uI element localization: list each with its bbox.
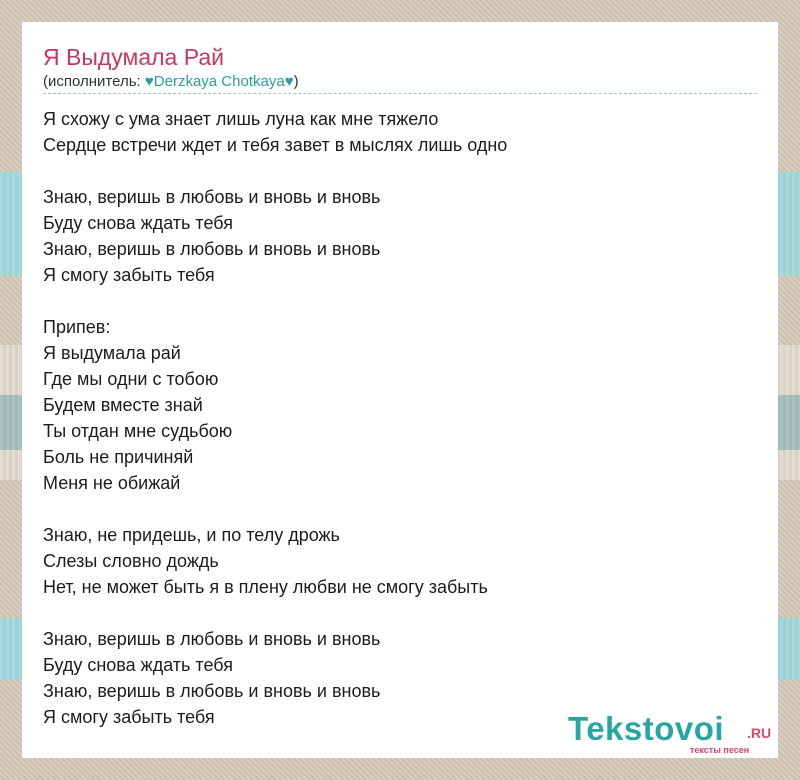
lyrics-line: Меня не обижай bbox=[43, 473, 181, 493]
lyrics-line: Слезы словно дождь bbox=[43, 551, 219, 571]
lyrics-line: Знаю, веришь в любовь и вновь и вновь bbox=[43, 681, 381, 701]
lyrics-line: Боль не причиняй bbox=[43, 447, 194, 467]
lyrics-stanza bbox=[43, 184, 763, 288]
logo-tagline: тексты песен bbox=[690, 745, 750, 755]
lyrics-stanza bbox=[43, 522, 763, 600]
lyrics-line: Припев: bbox=[43, 317, 111, 337]
lyrics-line: Будем вместе знай bbox=[43, 395, 203, 415]
title-divider bbox=[43, 93, 757, 94]
lyrics-line: Знаю, веришь в любовь и вновь и вновь bbox=[43, 187, 381, 207]
song-title: Я Выдумала Рай bbox=[43, 44, 224, 70]
artist-name: Derzkaya Chotkaya bbox=[153, 73, 285, 90]
lyrics-text bbox=[43, 106, 763, 756]
artist-prefix: (исполнитель: bbox=[43, 73, 145, 90]
lyrics-line: Где мы одни с тобою bbox=[43, 369, 219, 389]
lyrics-stanza bbox=[43, 314, 763, 496]
heart-icon: ♥ bbox=[284, 73, 294, 90]
logo-name: Tekstovoi bbox=[568, 710, 725, 747]
site-logo[interactable] bbox=[568, 712, 774, 756]
lyrics-line: Я смогу забыть тебя bbox=[43, 707, 215, 727]
lyrics-line: Знаю, веришь в любовь и вновь и вновь bbox=[43, 629, 381, 649]
lyrics-line: Я смогу забыть тебя bbox=[43, 265, 215, 285]
lyrics-line: Я схожу с ума знает лишь луна как мне тяжело bbox=[43, 109, 439, 129]
heart-icon: ♥ bbox=[144, 73, 154, 90]
artist-suffix: ) bbox=[293, 73, 299, 90]
lyrics-line: Нет, не может быть я в плену любви не смогу забыть bbox=[43, 577, 488, 597]
lyrics-line: Знаю, веришь в любовь и вновь и вновь bbox=[43, 239, 381, 259]
lyrics-line: Буду снова ждать тебя bbox=[43, 655, 233, 675]
lyrics-line: Я выдумала рай bbox=[43, 343, 181, 363]
lyrics-line: Сердце встречи ждет и тебя завет в мыслях лишь одно bbox=[43, 135, 508, 155]
lyrics-line: Буду снова ждать тебя bbox=[43, 213, 233, 233]
artist-line bbox=[43, 73, 299, 90]
artist-link[interactable] bbox=[145, 73, 294, 90]
lyrics-line: Знаю, не придешь, и по телу дрожь bbox=[43, 525, 340, 545]
logo-tld: .RU bbox=[747, 725, 772, 741]
lyrics-stanza bbox=[43, 106, 763, 158]
lyrics-card bbox=[22, 22, 778, 758]
lyrics-line: Ты отдан мне судьбою bbox=[43, 421, 233, 441]
